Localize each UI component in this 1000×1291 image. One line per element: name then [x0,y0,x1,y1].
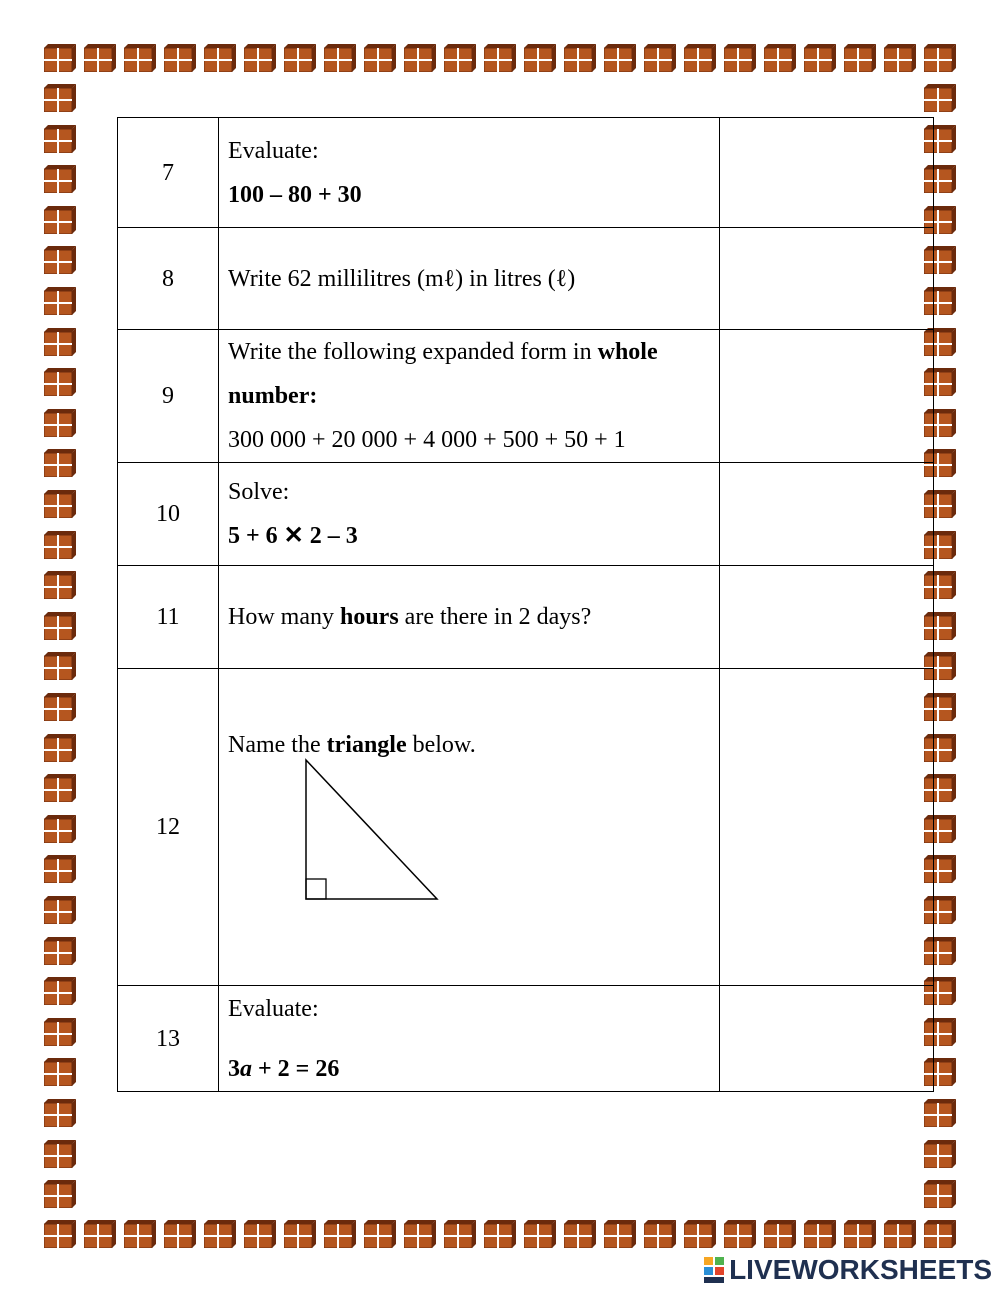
brick-icon [844,1220,876,1248]
question-cell [219,986,720,1092]
question-text-part: Name the [228,732,327,758]
brick-icon [884,1220,916,1248]
liveworksheets-logo [703,1253,992,1287]
brick-icon [164,44,196,72]
brick-icon [44,774,76,802]
table-row [118,228,934,330]
question-text-bold: triangle [326,732,407,758]
question-text-bold: whole [597,339,658,365]
question-text-part: How many [228,604,340,630]
brick-icon [924,84,956,112]
brick-icon [44,84,76,112]
brick-icon [684,44,716,72]
brick-icon [284,1220,316,1248]
brick-icon [44,977,76,1005]
brick-icon [644,44,676,72]
question-number: 11 [118,566,219,669]
brick-icon [204,1220,236,1248]
brick-icon [44,328,76,356]
brick-icon [44,1220,76,1248]
brick-icon [44,734,76,762]
brick-icon [724,44,756,72]
brick-icon [44,896,76,924]
brick-icon [44,571,76,599]
table-row [118,330,934,463]
question-expression: 5 + 6 ✕ 2 – 3 [228,523,358,549]
brick-icon [324,44,356,72]
brick-icon [44,125,76,153]
answer-cell[interactable] [720,986,934,1092]
brick-icon [604,44,636,72]
question-number: 9 [118,330,219,463]
question-cell [219,330,720,463]
brick-icon [44,693,76,721]
question-expression: 100 – 80 + 30 [228,181,362,208]
brick-icon [684,1220,716,1248]
question-label: Evaluate: [228,995,319,1022]
brick-icon [44,165,76,193]
brick-icon [244,44,276,72]
question-text-bold-cont: number: [228,383,318,409]
brick-icon [44,1099,76,1127]
brick-icon [924,1180,956,1208]
brick-icon [44,1180,76,1208]
brick-icon [204,44,236,72]
brick-icon [44,937,76,965]
brick-icon [44,449,76,477]
brick-icon [44,1018,76,1046]
answer-cell[interactable] [720,118,934,228]
brick-icon [244,1220,276,1248]
brick-icon [804,44,836,72]
brick-icon [44,1058,76,1086]
table-row [118,118,934,228]
brick-icon [44,44,76,72]
brick-icon [524,1220,556,1248]
brick-icon [604,1220,636,1248]
question-expression [228,1047,713,1091]
brick-icon [44,1140,76,1168]
brick-icon [44,287,76,315]
right-triangle-figure [305,757,441,903]
brick-icon [364,44,396,72]
worksheet-table [117,117,934,1092]
question-label: Evaluate: [228,137,319,164]
brick-icon [924,44,956,72]
liveworksheets-logo-icon [703,1255,725,1285]
question-expression: 300 000 + 20 000 + 4 000 + 500 + 50 + 1 [228,427,626,453]
brick-icon [284,44,316,72]
expr-variable: a [240,1055,252,1082]
brick-icon [84,1220,116,1248]
table-row [118,669,934,986]
brand-text: LIVEWORKSHEETS [729,1254,992,1285]
brick-icon [764,1220,796,1248]
answer-cell[interactable] [720,330,934,463]
right-angle-marker [306,879,326,899]
question-text-part: are there in 2 days? [398,604,592,630]
brick-icon [84,44,116,72]
question-text: Write 62 millilitres (mℓ) in litres (ℓ) [228,265,576,292]
question-number: 12 [118,669,219,986]
question-cell [219,463,720,566]
brick-icon [324,1220,356,1248]
answer-cell[interactable] [720,228,934,330]
question-number: 10 [118,463,219,566]
brick-icon [564,44,596,72]
brick-icon [404,44,436,72]
brick-icon [884,44,916,72]
brick-icon [444,1220,476,1248]
question-cell [219,566,720,669]
brick-icon [44,246,76,274]
question-cell [219,228,720,330]
brick-icon [484,44,516,72]
brick-icon [44,652,76,680]
brick-icon [164,1220,196,1248]
brick-icon [44,855,76,883]
brick-icon [924,1220,956,1248]
brick-icon [764,44,796,72]
brick-icon [844,44,876,72]
brick-icon [444,44,476,72]
table-row [118,463,934,566]
brick-icon [724,1220,756,1248]
brick-icon [44,206,76,234]
brick-icon [564,1220,596,1248]
question-text-bold: hours [339,604,399,630]
question-cell [219,118,720,228]
brick-icon [44,409,76,437]
brick-icon [44,815,76,843]
brick-icon [524,44,556,72]
brick-icon [364,1220,396,1248]
answer-cell[interactable] [720,566,934,669]
table-row [118,986,934,1092]
brick-icon [924,1099,956,1127]
question-text-part: below. [406,732,476,758]
question-cell [219,669,720,986]
expr-part: 3 [228,1055,240,1082]
brick-icon [404,1220,436,1248]
brick-icon [44,531,76,559]
expr-part: + 2 = 26 [252,1055,340,1082]
answer-cell[interactable] [720,463,934,566]
table-row [118,566,934,669]
brick-icon [44,368,76,396]
question-number: 13 [118,986,219,1092]
brick-icon [124,44,156,72]
brick-icon [924,1140,956,1168]
question-number: 7 [118,118,219,228]
question-text-part: Write the following expanded form in [228,339,598,365]
question-label: Solve: [228,479,290,505]
brick-icon [484,1220,516,1248]
question-number: 8 [118,228,219,330]
brick-icon [124,1220,156,1248]
brick-icon [804,1220,836,1248]
question-text [228,330,713,374]
brick-icon [44,612,76,640]
answer-cell[interactable] [720,669,934,986]
brick-icon [44,490,76,518]
brick-icon [644,1220,676,1248]
